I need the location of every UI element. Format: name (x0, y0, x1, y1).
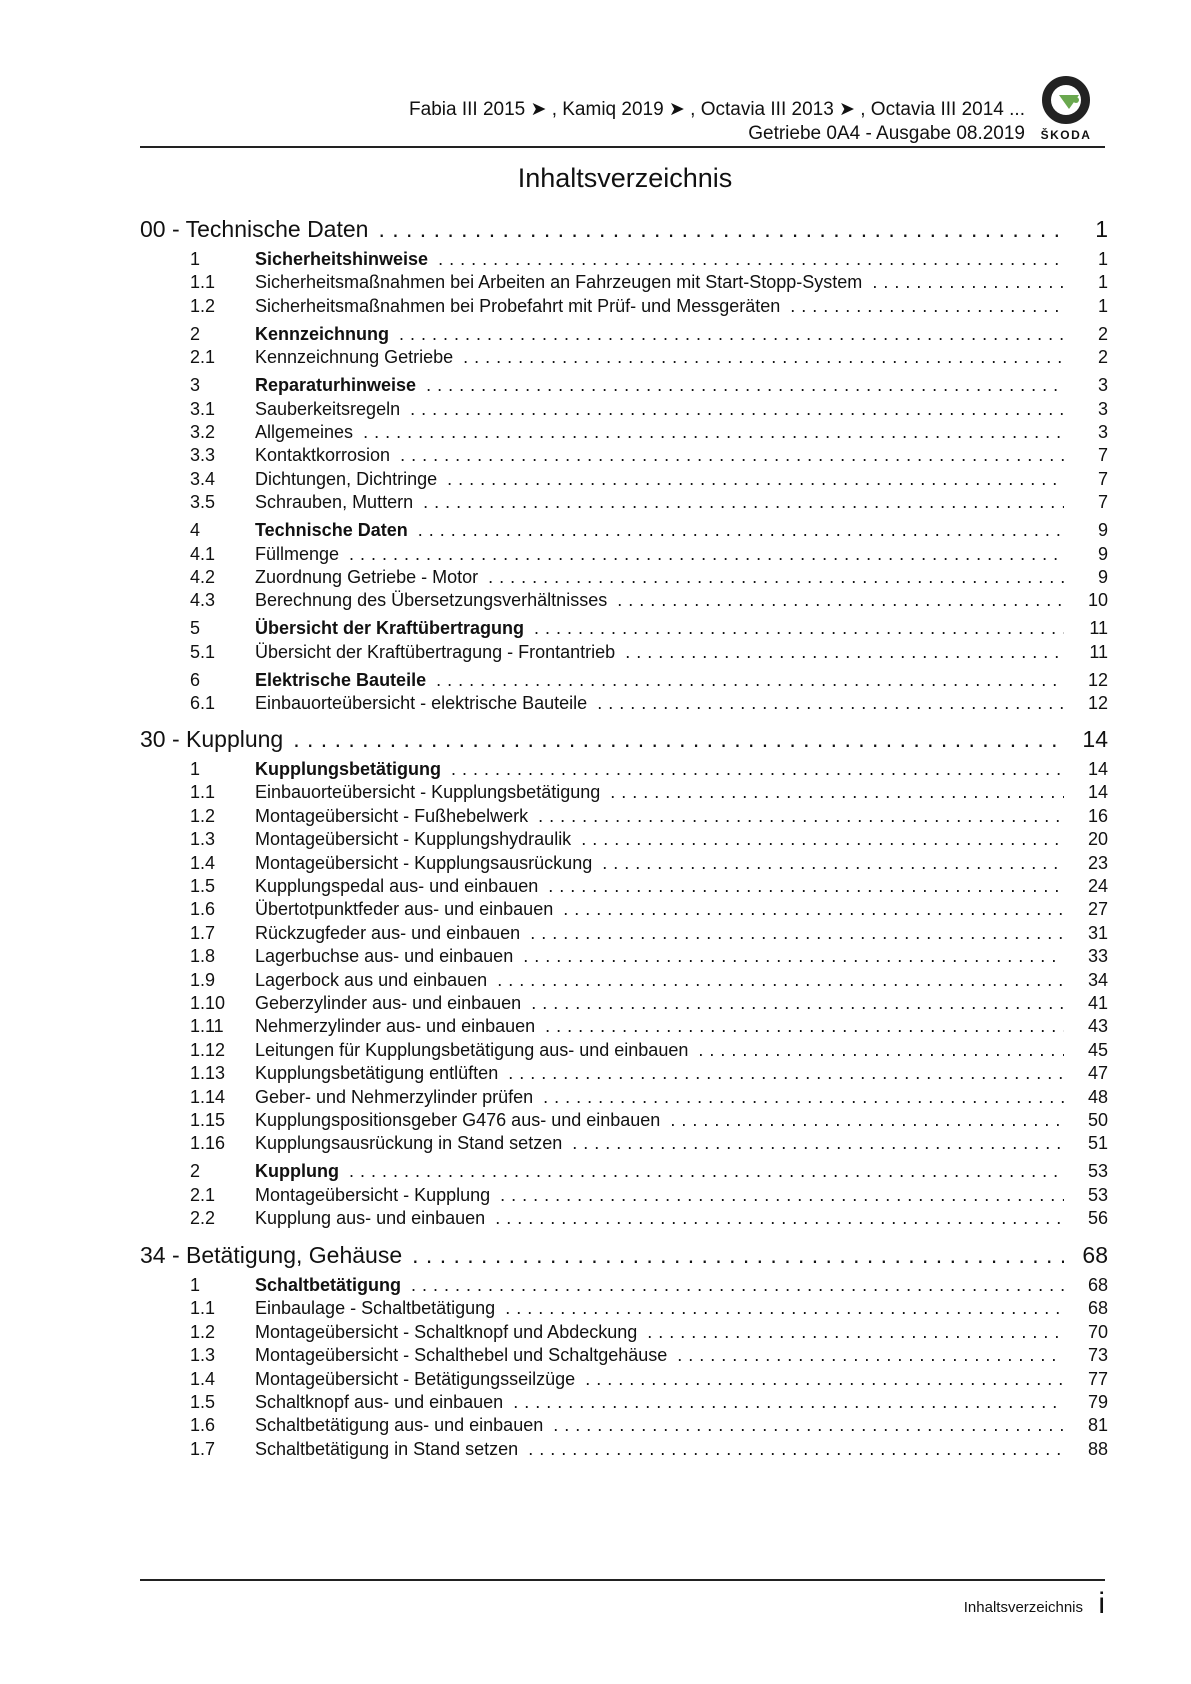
toc-entry-title: Sicherheitsmaßnahmen bei Arbeiten an Fahrzeugen mit Start-Stopp-System (255, 272, 863, 293)
toc-leader (531, 993, 1064, 1014)
toc-entry-title: Kupplungspositionsgeber G476 aus- und einbauen (255, 1110, 661, 1130)
toc-leader (497, 970, 1064, 991)
toc-entry-title: Kupplungsausrückung in Stand setzen (255, 1133, 563, 1154)
toc-entry-page: 79 (1087, 1392, 1108, 1412)
toc-entry[interactable] (140, 1208, 1108, 1229)
toc-entry-number: 5 (190, 618, 201, 639)
toc-entry[interactable] (140, 1439, 1108, 1460)
toc-entry-page: 20 (1087, 829, 1108, 850)
toc-entry-number: 1.13 (190, 1063, 226, 1084)
toc-entry-page: 31 (1087, 922, 1108, 943)
toc-entry-title: Einbauorteübersicht - Kupplungsbetätigung (255, 782, 601, 803)
toc-entry[interactable] (140, 272, 1108, 293)
toc-entry[interactable] (140, 469, 1108, 490)
toc-section[interactable] (140, 670, 1108, 691)
toc-leader (528, 1439, 1064, 1460)
toc-entry-page: 14 (1087, 782, 1108, 803)
toc-entry-page: 34 (1087, 969, 1108, 990)
toc-entry-page: 70 (1087, 1321, 1108, 1342)
toc-leader (412, 1242, 1064, 1269)
toc-entry-page: 16 (1087, 805, 1108, 826)
toc-entry-title: Technische Daten (255, 520, 408, 541)
toc-leader (410, 399, 1064, 420)
toc-leader (436, 670, 1064, 691)
toc-entry-number: 4.1 (190, 543, 216, 564)
toc-chapter[interactable] (140, 1242, 1108, 1269)
toc-leader (349, 1161, 1064, 1182)
header-subtitle: Getriebe 0A4 - Ausgabe 08.2019 (748, 123, 1025, 144)
toc-entry-number: 1.3 (190, 829, 216, 850)
toc-entry-number: 1.3 (190, 1345, 216, 1366)
toc-leader (523, 946, 1064, 967)
toc-entry-title: Reparaturhinweise (255, 375, 417, 396)
toc-entry-number: 1.14 (190, 1086, 226, 1107)
toc-entry-number: 3.5 (190, 492, 216, 513)
toc-entry-number: 2.2 (190, 1208, 216, 1229)
toc-leader (585, 1369, 1064, 1390)
toc-entry-title: Zuordnung Getriebe - Motor (255, 567, 479, 587)
toc-entry-page: 3 (1097, 398, 1108, 419)
toc-leader (399, 324, 1064, 345)
toc-chapter-page: 1 (1095, 216, 1108, 242)
toc-entry-page: 10 (1087, 590, 1108, 611)
toc-entry[interactable] (140, 1040, 1108, 1061)
page-title: Inhaltsverzeichnis (517, 163, 733, 193)
toc-entry-title: Schaltbetätigung (255, 1275, 402, 1295)
toc-entry-page: 81 (1087, 1415, 1108, 1436)
toc-leader (447, 469, 1064, 490)
toc-entry-page: 56 (1087, 1208, 1108, 1229)
toc-entry-title: Geber- und Nehmerzylinder prüfen (255, 1086, 534, 1107)
toc-entry[interactable] (140, 1087, 1108, 1108)
toc-leader (602, 853, 1064, 874)
toc-section[interactable] (140, 618, 1108, 639)
footer-label: Inhaltsverzeichnis (963, 1599, 1083, 1616)
toc-entry-number: 1.2 (190, 295, 216, 316)
toc-entry-page: 2 (1097, 323, 1108, 344)
toc-entry[interactable] (140, 1322, 1108, 1343)
toc-entry-number: 1 (190, 249, 201, 269)
toc-section[interactable] (140, 520, 1108, 541)
toc-entry-page: 41 (1087, 993, 1108, 1013)
toc-entry-title: Schrauben, Muttern (255, 492, 414, 513)
toc-entry[interactable] (140, 1063, 1108, 1084)
toc-entry-title: Füllmenge (255, 543, 340, 564)
skoda-logo (1035, 76, 1097, 144)
toc-entry-page: 48 (1087, 1086, 1108, 1107)
toc-entry-title: Rückzugfeder aus- und einbauen (255, 922, 521, 943)
toc-entry-number: 1.2 (190, 1321, 216, 1342)
toc-entry-number: 3.4 (190, 468, 216, 489)
toc-entry-title: Übersicht der Kraftübertragung - Frontantrieb (255, 641, 616, 662)
toc-entry-title: Schaltbetätigung aus- und einbauen (255, 1415, 544, 1436)
toc-entry[interactable] (140, 993, 1108, 1014)
toc-chapter-title: 34 - Betätigung, Gehäuse (140, 1242, 403, 1268)
toc-leader (610, 782, 1064, 803)
toc-entry-page: 23 (1087, 852, 1108, 873)
toc-leader (538, 806, 1064, 827)
toc-leader (581, 829, 1064, 850)
toc-entry-page: 68 (1087, 1298, 1108, 1319)
toc-entry[interactable] (140, 422, 1108, 443)
toc-leader (378, 216, 1064, 243)
toc-entry-page: 47 (1087, 1063, 1108, 1084)
toc-entry-page: 1 (1097, 295, 1108, 316)
toc-entry-title: Montageübersicht - Schalthebel und Schaltgehäuse (255, 1345, 668, 1366)
toc-entry-number: 3 (190, 375, 201, 396)
toc-entry-title: Montageübersicht - Kupplung (255, 1184, 491, 1205)
toc-entry-title: Einbaulage - Schaltbetätigung (255, 1298, 496, 1319)
toc-entry-page: 12 (1087, 693, 1108, 714)
toc-leader (451, 759, 1064, 780)
toc-entry-page: 14 (1087, 759, 1108, 779)
toc-leader (543, 1087, 1064, 1108)
toc-entry-title: Schaltbetätigung in Stand setzen (255, 1438, 519, 1459)
toc-entry-number: 1.8 (190, 946, 216, 967)
toc-entry-title: Berechnung des Übersetzungsverhältnisses (255, 590, 608, 611)
toc-leader (349, 544, 1064, 565)
toc-entry-title: Leitungen für Kupplungsbetätigung aus- und einbauen (255, 1039, 689, 1060)
toc-entry-number: 1 (190, 759, 201, 779)
toc-entry-title: Kennzeichnung Getriebe (255, 347, 454, 368)
toc-entry-title: Übersicht der Kraftübertragung (255, 618, 525, 639)
toc-entry-page: 7 (1097, 445, 1108, 466)
toc-entry-title: Kupplungspedal aus- und einbauen (255, 876, 539, 896)
toc-entry-number: 2.1 (190, 1184, 216, 1205)
toc-entry-title: Kupplungsbetätigung entlüften (255, 1063, 499, 1084)
toc-section[interactable] (140, 1161, 1108, 1182)
header-models: Fabia III 2015 ➤ , Kamiq 2019 ➤ , Octavia III 2013 ➤ , Octavia III 2014 ... (409, 99, 1025, 120)
toc-entry-number: 2 (190, 1161, 201, 1182)
toc-entry-number: 1.7 (190, 1438, 216, 1459)
toc-entry[interactable] (140, 1016, 1108, 1037)
toc-section[interactable] (140, 249, 1108, 270)
toc-section[interactable] (140, 759, 1108, 780)
toc-leader (534, 618, 1064, 639)
toc-entry-title: Kupplung aus- und einbauen (255, 1208, 486, 1229)
toc-entry-number: 1 (190, 1275, 201, 1295)
toc-entry[interactable] (140, 899, 1108, 920)
toc-entry-number: 1.5 (190, 876, 216, 896)
toc-leader (545, 1016, 1064, 1037)
toc-chapter-page: 68 (1082, 1242, 1108, 1268)
toc-entry-number: 1.1 (190, 1298, 216, 1319)
toc-entry[interactable] (140, 347, 1108, 368)
toc-entry[interactable] (140, 399, 1108, 420)
footer-page-number: i (1098, 1587, 1105, 1620)
toc-entry[interactable] (140, 829, 1108, 850)
toc-leader (572, 1133, 1064, 1154)
toc-entry-number: 4 (190, 520, 201, 541)
toc-entry-title: Elektrische Bauteile (255, 669, 427, 690)
toc-entry-page: 9 (1097, 543, 1108, 564)
toc-entry-title: Montageübersicht - Betätigungsseilzüge (255, 1368, 576, 1389)
toc-entry-title: Sauberkeitsregeln (255, 398, 401, 419)
toc-entry-number: 6 (190, 669, 201, 690)
toc-entry-number: 1.4 (190, 852, 216, 873)
toc-entry-title: Kupplungsbetätigung (255, 759, 441, 779)
toc-entry-number: 1.16 (190, 1133, 226, 1154)
toc-entry-title: Nehmerzylinder aus- und einbauen (255, 1016, 536, 1037)
toc-chapter-title: 30 - Kupplung (140, 726, 284, 752)
toc-leader (411, 1275, 1064, 1296)
toc-entry-title: Lagerbock aus und einbauen (255, 969, 488, 990)
toc-leader (647, 1322, 1064, 1343)
toc-entry[interactable] (140, 876, 1108, 897)
toc-entry-number: 1.2 (190, 805, 216, 826)
toc-entry-page: 11 (1089, 641, 1108, 662)
toc-entry-number: 3.3 (190, 445, 216, 466)
toc-leader (597, 693, 1064, 714)
toc-entry-page: 68 (1087, 1275, 1108, 1295)
toc-entry-number: 4.3 (190, 590, 216, 611)
toc-entry-title: Kupplung (255, 1161, 339, 1182)
toc-entry[interactable] (140, 1415, 1108, 1436)
toc-leader (400, 445, 1064, 466)
toc-entry-page: 3 (1097, 422, 1108, 442)
toc-section[interactable] (140, 375, 1108, 396)
toc-entry-number: 1.1 (190, 782, 216, 803)
toc-entry-title: Geberzylinder aus- und einbauen (255, 993, 522, 1013)
toc-leader (488, 567, 1064, 588)
toc-leader (423, 492, 1064, 513)
toc-entry[interactable] (140, 1369, 1108, 1390)
toc-entry[interactable] (140, 782, 1108, 803)
toc-entry[interactable] (140, 1185, 1108, 1206)
toc-entry-title: Sicherheitshinweise (255, 249, 429, 269)
toc-leader (513, 1392, 1064, 1413)
toc-entry-number: 1.10 (190, 993, 226, 1013)
toc-entry-number: 1.9 (190, 969, 216, 990)
page-header (140, 88, 1105, 148)
toc-entry[interactable] (140, 445, 1108, 466)
toc-entry[interactable] (140, 567, 1108, 588)
toc-entry-page: 45 (1087, 1039, 1108, 1060)
toc-entry-title: Kontaktkorrosion (255, 445, 391, 466)
toc-leader (625, 642, 1064, 663)
toc-entry-page: 33 (1087, 946, 1108, 967)
toc-entry-title: Kennzeichnung (255, 323, 389, 344)
toc-entry-number: 6.1 (190, 693, 216, 714)
toc-entry-page: 7 (1097, 468, 1108, 489)
toc-entry-page: 24 (1087, 876, 1108, 896)
toc-chapter[interactable] (140, 216, 1108, 243)
toc-entry-number: 5.1 (190, 641, 216, 662)
toc-entry-page: 11 (1089, 618, 1108, 639)
toc-entry[interactable] (140, 693, 1108, 714)
toc-leader (530, 923, 1064, 944)
toc-leader (505, 1298, 1064, 1319)
toc-entry-title: Montageübersicht - Fußhebelwerk (255, 805, 529, 826)
toc-entry-number: 1.6 (190, 899, 216, 920)
toc-section[interactable] (140, 1275, 1108, 1296)
toc-entry-page: 50 (1087, 1110, 1108, 1130)
toc-entry-page: 53 (1087, 1184, 1108, 1205)
toc-entry-title: Lagerbuchse aus- und einbauen (255, 946, 514, 967)
toc-leader (495, 1208, 1064, 1229)
toc-entry[interactable] (140, 923, 1108, 944)
toc-entry[interactable] (140, 590, 1108, 611)
toc-leader (363, 422, 1064, 443)
toc-entry-title: Montageübersicht - Kupplungshydraulik (255, 829, 572, 850)
toc-entry-title: Einbauorteübersicht - elektrische Bauteile (255, 693, 588, 714)
toc-entry-page: 2 (1097, 347, 1108, 368)
toc-entry-page: 88 (1087, 1438, 1108, 1459)
toc-entry[interactable] (140, 642, 1108, 663)
toc-leader (553, 1415, 1064, 1436)
toc-entry-number: 1.4 (190, 1368, 216, 1389)
toc-entry-page: 3 (1097, 375, 1108, 396)
toc-entry-title: Sicherheitsmaßnahmen bei Probefahrt mit Prüf- und Messgeräten (255, 295, 781, 316)
toc-entry-number: 3.2 (190, 422, 216, 442)
toc-entry-number: 1.5 (190, 1392, 216, 1412)
toc-leader (500, 1185, 1064, 1206)
toc-leader (872, 272, 1064, 293)
toc-entry-number: 1.7 (190, 922, 216, 943)
toc-entry-page: 43 (1087, 1016, 1108, 1037)
toc-entry-number: 1.1 (190, 272, 216, 293)
toc-leader (293, 726, 1064, 753)
toc-leader (617, 590, 1064, 611)
toc-entry-number: 1.15 (190, 1110, 226, 1130)
toc-entry-page: 27 (1087, 899, 1108, 920)
toc-leader (548, 876, 1064, 897)
toc-entry-page: 7 (1097, 492, 1108, 513)
toc-chapter-page: 14 (1082, 726, 1108, 752)
toc-entry[interactable] (140, 970, 1108, 991)
toc-entry-page: 53 (1087, 1161, 1108, 1182)
toc-entry-page: 12 (1087, 669, 1108, 690)
toc-entry[interactable] (140, 853, 1108, 874)
toc-entry-title: Übertotpunktfeder aus- und einbauen (255, 899, 554, 920)
toc-entry[interactable] (140, 1345, 1108, 1366)
toc-entry-page: 9 (1097, 520, 1108, 541)
toc-entry-title: Montageübersicht - Kupplungsausrückung (255, 852, 593, 873)
page-footer (140, 1579, 1105, 1620)
toc-entry-number: 1.6 (190, 1415, 216, 1436)
toc-entry-number: 2.1 (190, 347, 216, 368)
brand-name: ŠKODA (1040, 128, 1092, 142)
toc-leader (418, 520, 1064, 541)
toc-entry-title: Schaltknopf aus- und einbauen (255, 1392, 504, 1412)
toc-entry-page: 1 (1097, 272, 1108, 293)
skoda-logo-icon (1042, 76, 1090, 124)
toc-entry[interactable] (140, 492, 1108, 513)
toc-entry[interactable] (140, 1392, 1108, 1413)
toc-leader (463, 347, 1064, 368)
toc-entry[interactable] (140, 806, 1108, 827)
toc-entry-number: 4.2 (190, 567, 216, 587)
toc-leader (508, 1063, 1064, 1084)
toc-leader (426, 375, 1064, 396)
toc-entry-title: Montageübersicht - Schaltknopf und Abdeckung (255, 1321, 638, 1342)
toc-entry[interactable] (140, 544, 1108, 565)
toc-chapter-title: 00 - Technische Daten (140, 216, 369, 242)
toc-leader (563, 899, 1064, 920)
toc-entry[interactable] (140, 946, 1108, 967)
toc-entry-title: Allgemeines (255, 422, 354, 442)
toc-entry[interactable] (140, 296, 1108, 317)
toc-leader (438, 249, 1064, 270)
toc-entry[interactable] (140, 1110, 1108, 1131)
toc-leader (677, 1345, 1064, 1366)
toc-entry-number: 1.12 (190, 1039, 226, 1060)
toc-entry[interactable] (140, 1298, 1108, 1319)
toc-leader (670, 1110, 1064, 1131)
toc-leader (790, 296, 1064, 317)
toc-entry-page: 77 (1087, 1368, 1108, 1389)
toc-entry-number: 2 (190, 323, 201, 344)
toc-entry-page: 51 (1087, 1133, 1108, 1154)
toc-entry-number: 3.1 (190, 398, 216, 419)
toc-entry-page: 9 (1097, 567, 1108, 587)
toc-entry-page: 1 (1097, 249, 1108, 269)
toc-leader (698, 1040, 1064, 1061)
toc-entry-number: 1.11 (190, 1016, 224, 1037)
toc-entry[interactable] (140, 1133, 1108, 1154)
toc-entry-title: Dichtungen, Dichtringe (255, 468, 438, 489)
toc-section[interactable] (140, 324, 1108, 345)
toc-chapter[interactable] (140, 726, 1108, 753)
toc-entry-page: 73 (1087, 1345, 1108, 1366)
